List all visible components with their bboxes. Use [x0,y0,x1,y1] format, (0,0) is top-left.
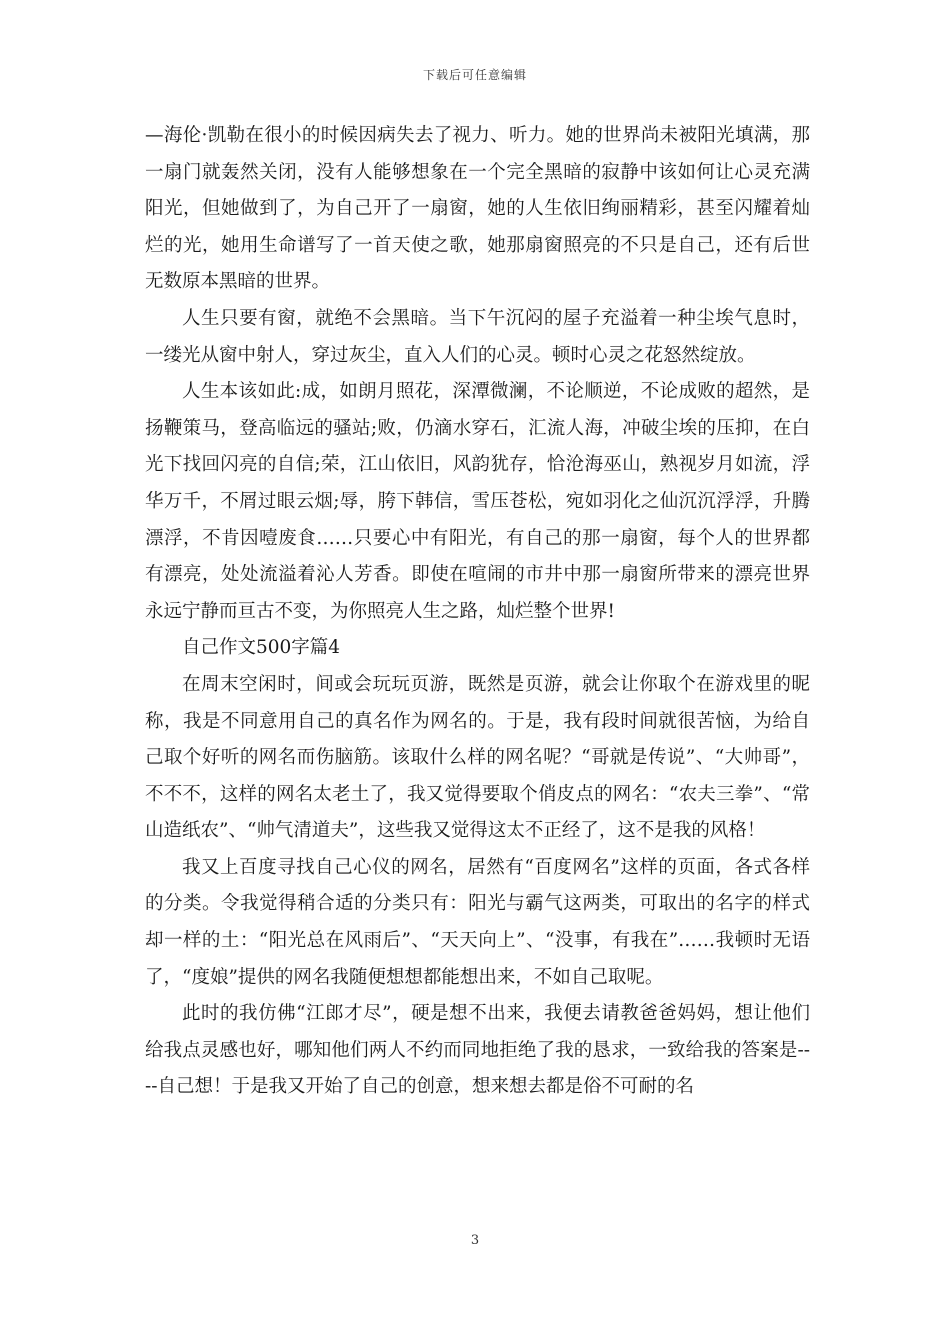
section-heading: 自己作文500字篇4 [182,637,341,659]
paragraph: 在周末空闲时，间或会玩玩页游，既然是页游，就会让你取个在游戏里的昵称，我是不同意用自己的真名作为网名的。于是，我有段时间就很苦恼，为给自己取个好听的网名而伤脑筋。该取什么样的网名呢？“哥就是传说”、“大帅哥”，不不不，这样的网名太老土了，我又觉得要取个俏皮点的网名：“农夫三拳”、“常山造纸农”、“帅气清道夫”，这些我又觉得这太不正经了，这不是我的风格！ [145,673,810,842]
paragraph: —海伦·凯勒在很小的时候因病失去了视力、听力。她的世界尚未被阳光填满，那一扇门就轰然关闭，没有人能够想象在一个完全黑暗的寂静中该如何让心灵充满阳光，但她做到了，为自己开了一扇窗，她的人生依旧绚丽精彩，甚至闪耀着灿烂的光，她用生命谱写了一首天使之歌，她那扇窗照亮的不只是自己，还有后世无数原本黑暗的世界。 [145,125,810,293]
page-header: 下载后可任意编辑 [422,68,527,82]
document-body [145,118,810,1106]
paragraph: 人生只要有窗，就绝不会黑暗。当下午沉闷的屋子充溢着一种尘埃气息时，一缕光从窗中射人，穿过灰尘，直入人们的心灵。顿时心灵之花怒然绽放。 [145,307,810,366]
paragraph: 此时的我仿佛“江郎才尽”，硬是想不出来，我便去请教爸爸妈妈，想让他们给我点灵感也好，哪知他们两人不约而同地拒绝了我的恳求，一致给我的答案是----自己想！于是我又开始了自己的创意，想来想去都是俗不可耐的名 [145,1003,810,1098]
page-number: 3 [470,1233,480,1248]
paragraph: 我又上百度寻找自己心仪的网名，居然有“百度网名”这样的页面，各式各样的分类。令我觉得稍合适的分类只有：阳光与霸气这两类，可取出的名字的样式却一样的土：“阳光总在风雨后”、“天天向上”、“没事，有我在”……我顿时无语了，“度娘”提供的网名我随便想想都能想出来，不如自己取呢。 [145,856,810,988]
paragraph: 人生本该如此:成，如朗月照花，深潭微澜，不论顺逆，不论成败的超然，是扬鞭策马，登高临远的骚站;败，仍滴水穿石，汇流人海，冲破尘埃的压抑，在白光下找回闪亮的自信;荣，江山依旧，风韵犹存，恰沧海巫山，熟视岁月如流，浮华万千，不屑过眼云烟;辱，胯下韩信，雪压苍松，宛如羽化之仙沉沉浮浮，升腾漂浮，不肯因噎废食……只要心中有阳光，有自己的那一扇窗，每个人的世界都有漂亮，处处流溢着沁人芳香。即使在喧闹的市井中那一扇窗所带来的漂亮世界永远宁静而亘古不变，为你照亮人生之路，灿烂整个世界! [145,381,810,622]
